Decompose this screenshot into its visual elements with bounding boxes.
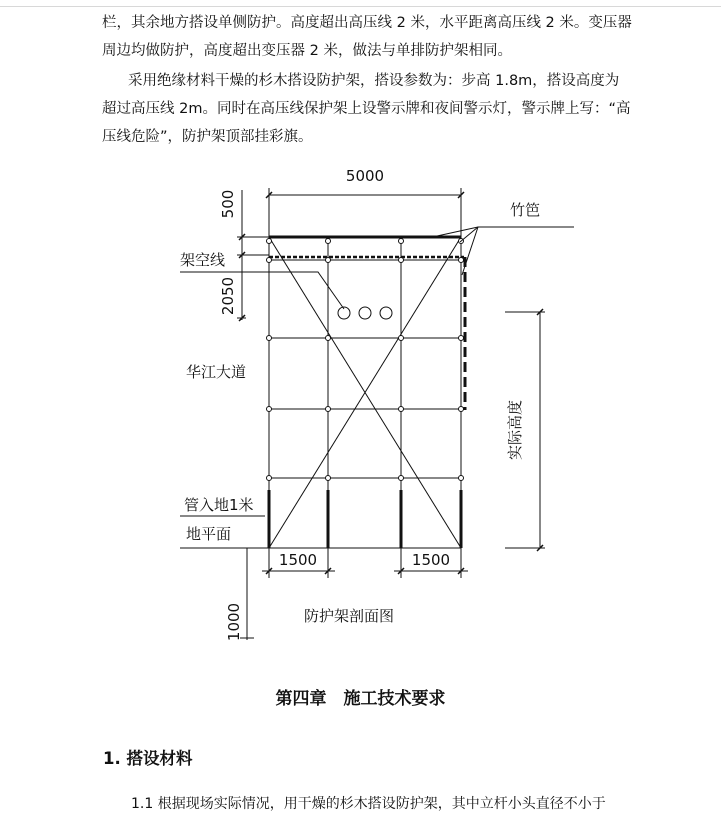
dim-overhead-height: 2050 <box>219 276 237 316</box>
label-bamboo-mat: 竹笆 <box>510 201 541 219</box>
clamp-joints <box>267 239 464 481</box>
label-overhead-line: 架空线 <box>180 251 226 269</box>
dim-bottom-right: 1500 <box>411 551 451 569</box>
label-road: 华江大道 <box>186 363 247 381</box>
dim-bottom-left: 1500 <box>278 551 318 569</box>
page-top-border <box>0 6 721 7</box>
label-ground: 地平面 <box>186 525 232 543</box>
label-pipe-embed: 管入地1米 <box>184 496 254 514</box>
dim-embed-depth: 1000 <box>225 602 243 642</box>
embedded-pipes <box>269 490 461 548</box>
label-actual-height: 实际高度 <box>506 399 524 461</box>
protective-frame-section-diagram <box>0 160 721 660</box>
section-heading: 1. 搭设材料 <box>103 749 193 768</box>
figure-caption: 防护架剖面图 <box>304 607 395 625</box>
dimension-ticks <box>239 192 543 574</box>
dim-top-width: 5000 <box>345 167 385 185</box>
paragraph-3: 1.1 根据现场实际情况，用干燥的杉木搭设防护架，其中立杆小头直径不小于 <box>131 796 606 812</box>
dim-top-height: 500 <box>219 189 237 219</box>
paragraph-2: 采用绝缘材料干燥的杉木搭设防护架，搭设参数为：步高 1.8m，搭设高度为超过高压线 2m。同时在高压线保护架上设警示牌和夜间警示灯，警示牌上写：“高压线危险”，防护架顶部挂彩旗。 <box>102 73 631 145</box>
overhead-wire-symbols <box>338 307 392 319</box>
frame-structure <box>269 237 461 548</box>
chapter-heading: 第四章 施工技术要求 <box>275 689 446 709</box>
paragraph-1: 栏，其余地方搭设单侧防护。高度超出高压线 2 米，水平距离高压线 2 米。变压器周边均做防护，高度超出变压器 2 米，做法与单排防护架相同。 <box>102 15 632 59</box>
